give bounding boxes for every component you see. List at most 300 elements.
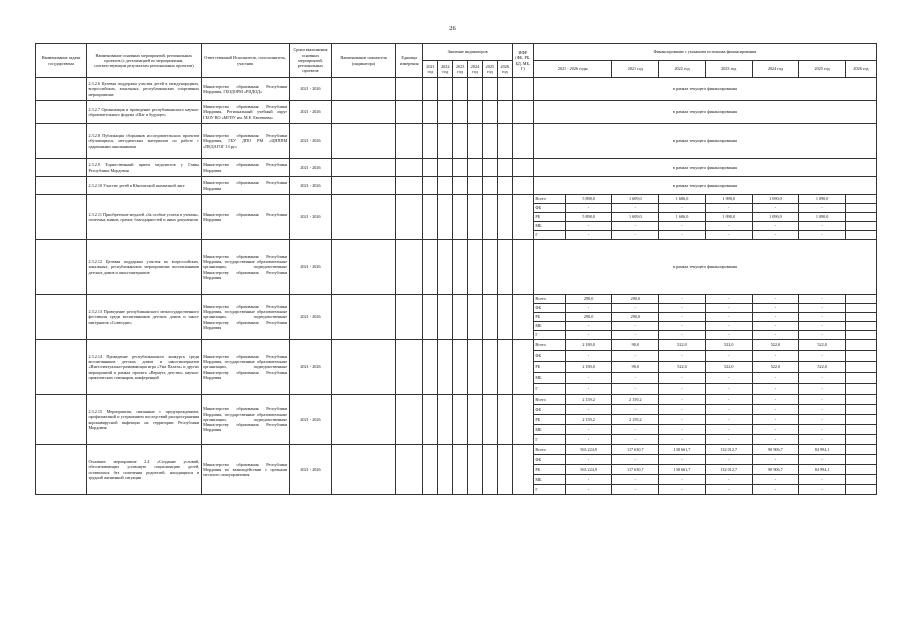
- fin-value: -: [565, 373, 612, 384]
- table-row: [36, 159, 877, 177]
- header-task: Наименование задачи государственн: [36, 44, 87, 78]
- funding-note: в рамках текущего финансирования: [533, 101, 876, 124]
- indicator-cell: [332, 78, 396, 101]
- value-cell: [482, 124, 497, 159]
- period-cell: 2021 - 2026: [289, 340, 331, 395]
- fin-value: -: [565, 204, 612, 213]
- year-header: 2026 год: [497, 61, 512, 78]
- kbk-cell: [512, 177, 533, 195]
- kbk-cell: [512, 124, 533, 159]
- fin-value: 522,0: [705, 362, 752, 373]
- fin-value: -: [752, 435, 799, 445]
- value-cell: [468, 78, 483, 101]
- fin-value: -: [752, 395, 799, 405]
- value-cell: [438, 101, 453, 124]
- responsible-cell: Министерство образования Республики Мордовия, государственные образовательные организации, подведомственные Министерству образования Республики Мордовия: [201, 240, 289, 295]
- fin-value-2026: [845, 222, 876, 231]
- responsible-cell: Министерство образования Республики Мордовия: [201, 177, 289, 195]
- fin-value: -: [659, 231, 706, 240]
- fin-value: -: [659, 455, 706, 465]
- fin-value-2026: [845, 465, 876, 475]
- measure-cell: 2.3.2.11 Приобретение медалей «За особые успехи в учении», почетных знаков, грамот, благодарностей и иных документов: [86, 195, 201, 240]
- responsible-cell: Министерство образования Республики Мордовия, государственные образовательные организации, подведомственные Министерству образования Республики Мордовия: [201, 295, 289, 340]
- fin-value: -: [799, 351, 846, 362]
- fin-value: -: [705, 455, 752, 465]
- fin-value: 522,0: [799, 340, 846, 351]
- indicator-cell: [332, 177, 396, 195]
- value-cell: [453, 101, 468, 124]
- fin-value-2026: [845, 340, 876, 351]
- fin-value: -: [659, 395, 706, 405]
- fin-value: -: [659, 435, 706, 445]
- unit-cell: [395, 395, 423, 445]
- indicator-cell: [332, 340, 396, 395]
- indicator-cell: [332, 295, 396, 340]
- fin-value: 84 994,1: [799, 465, 846, 475]
- year-header: 2025 год: [482, 61, 497, 78]
- fin-value: -: [565, 304, 612, 313]
- fin-value: -: [799, 384, 846, 395]
- fin-value: -: [752, 204, 799, 213]
- fin-value: 2 159,2: [565, 415, 612, 425]
- fin-value: -: [752, 222, 799, 231]
- funding-note: в рамках текущего финансирования: [533, 177, 876, 195]
- fin-value: -: [659, 475, 706, 485]
- fin-value: -: [565, 435, 612, 445]
- fin-value: -: [659, 405, 706, 415]
- fin-value: -: [612, 204, 659, 213]
- value-cell: [497, 340, 512, 395]
- fin-source: ФБ: [533, 455, 565, 465]
- measure-cell: 2.3.2.14 Проведение республиканского конкурса среди воспитанников детских домов и школ-интернатов «Интеллектуально-развивающая игра «Ума Палата» и других мероприятий в рамках проекта «Вернуть детство» научно-практических семинаров, конференций: [86, 340, 201, 395]
- fin-value: -: [799, 405, 846, 415]
- funding-note: в рамках текущего финансирования: [533, 124, 876, 159]
- fin-value: -: [705, 415, 752, 425]
- fin-value-2026: [845, 351, 876, 362]
- value-cell: [497, 101, 512, 124]
- fin-year-header: 2025 год: [799, 61, 846, 78]
- unit-cell: [395, 195, 423, 240]
- fin-value: 522,0: [659, 362, 706, 373]
- value-cell: [438, 295, 453, 340]
- fin-value: -: [659, 425, 706, 435]
- fin-value: -: [565, 485, 612, 495]
- fin-value: 90,0: [612, 340, 659, 351]
- fin-source: Всего: [533, 395, 565, 405]
- fin-value-2026: [845, 445, 876, 455]
- value-cell: [423, 78, 438, 101]
- value-cell: [453, 195, 468, 240]
- unit-cell: [395, 295, 423, 340]
- value-cell: [468, 159, 483, 177]
- unit-cell: [395, 124, 423, 159]
- value-cell: [497, 240, 512, 295]
- fin-value: 522,0: [752, 340, 799, 351]
- value-cell: [453, 124, 468, 159]
- fin-value: -: [612, 384, 659, 395]
- fin-value: -: [565, 384, 612, 395]
- fin-value: -: [705, 384, 752, 395]
- fin-value-2026: [845, 415, 876, 425]
- value-cell: [423, 159, 438, 177]
- fin-value: -: [705, 475, 752, 485]
- kbk-cell: [512, 295, 533, 340]
- value-cell: [468, 177, 483, 195]
- value-cell: [468, 240, 483, 295]
- fin-value: 138 661,7: [659, 465, 706, 475]
- value-cell: [423, 101, 438, 124]
- table-header: [36, 44, 877, 78]
- fin-value: 132 012,7: [705, 445, 752, 455]
- responsible-cell: Министерство образования Республики Мордовия, ГБОДОРМ «РЦДОД»: [201, 78, 289, 101]
- fin-source: МБ: [533, 373, 565, 384]
- value-cell: [453, 177, 468, 195]
- table-row: [36, 240, 877, 295]
- measure-cell: 2.3.2.9 Торжественный прием медалистов у Главы Республики Мордовия: [86, 159, 201, 177]
- fin-value: 5 898,0: [565, 195, 612, 204]
- value-cell: [438, 159, 453, 177]
- fin-value: 5 898,0: [565, 213, 612, 222]
- fin-value: -: [705, 322, 752, 331]
- fin-value-2026: [845, 231, 876, 240]
- kbk-cell: [512, 340, 533, 395]
- value-cell: [468, 445, 483, 495]
- fin-value-2026: [845, 213, 876, 222]
- fin-value: 563 224,9: [565, 445, 612, 455]
- fin-value: -: [799, 373, 846, 384]
- fin-value: 117 630,7: [612, 465, 659, 475]
- fin-value: -: [705, 222, 752, 231]
- fin-value: -: [659, 313, 706, 322]
- fin-value: 2 180,0: [565, 362, 612, 373]
- fin-value: 90,0: [612, 362, 659, 373]
- period-cell: 2021 - 2026: [289, 159, 331, 177]
- header-period: Сроки выполнения основных мероприятий, региональных проектов: [289, 44, 331, 78]
- value-cell: [497, 395, 512, 445]
- fin-value: -: [799, 231, 846, 240]
- fin-value: -: [752, 405, 799, 415]
- fin-value: -: [612, 435, 659, 445]
- responsible-cell: Министерство образования Республики Мордовия, государственные образовательные организации, подведомственные Министерству образования Республики Мордовия: [201, 340, 289, 395]
- fin-value-2026: [845, 395, 876, 405]
- task-cell: [36, 177, 87, 195]
- fin-value: 1 090,0: [752, 213, 799, 222]
- fin-value: 290,0: [612, 313, 659, 322]
- fin-value: -: [659, 304, 706, 313]
- kbk-cell: [512, 395, 533, 445]
- fin-value: -: [705, 304, 752, 313]
- unit-cell: [395, 177, 423, 195]
- value-cell: [482, 101, 497, 124]
- fin-value: -: [659, 415, 706, 425]
- table-row: [36, 445, 877, 455]
- fin-value: -: [799, 222, 846, 231]
- indicator-cell: [332, 124, 396, 159]
- fin-value: 2 159,2: [612, 395, 659, 405]
- fin-value: 2 159,2: [612, 415, 659, 425]
- fin-source: Г: [533, 331, 565, 340]
- table-row: [36, 195, 877, 204]
- header-unit: Единица измерения: [395, 44, 423, 78]
- fin-source: ФБ: [533, 405, 565, 415]
- measure-cell: 2.3.2.10 Участие детей в Юношеской шахматной лиге: [86, 177, 201, 195]
- fin-value: -: [799, 313, 846, 322]
- period-cell: 2021 - 2026: [289, 177, 331, 195]
- fin-value-2026: [845, 295, 876, 304]
- fin-value: -: [705, 373, 752, 384]
- year-header: 2024 год: [468, 61, 483, 78]
- fin-value: 2 180,0: [565, 340, 612, 351]
- fin-value: -: [752, 455, 799, 465]
- fin-value: -: [799, 455, 846, 465]
- unit-cell: [395, 240, 423, 295]
- measure-cell: 2.3.2.15 Мероприятия, связанные с предупреждением, профилактикой и устранением последствий распространения коронавирусной инфекции на территории Республики Мордовия: [86, 395, 201, 445]
- fin-value: -: [565, 222, 612, 231]
- indicator-cell: [332, 159, 396, 177]
- table-row: [36, 78, 877, 101]
- fin-value: -: [612, 304, 659, 313]
- kbk-cell: [512, 240, 533, 295]
- fin-value: -: [799, 322, 846, 331]
- value-cell: [482, 159, 497, 177]
- header-responsible: Ответственный Исполнитель, соисполнитель, участник: [201, 44, 289, 78]
- fin-value: -: [659, 222, 706, 231]
- fin-value-2026: [845, 405, 876, 415]
- fin-source: РБ: [533, 415, 565, 425]
- unit-cell: [395, 445, 423, 495]
- fin-source: РБ: [533, 313, 565, 322]
- fin-value-2026: [845, 313, 876, 322]
- task-cell: [36, 445, 87, 495]
- value-cell: [497, 78, 512, 101]
- value-cell: [468, 395, 483, 445]
- value-cell: [453, 395, 468, 445]
- fin-year-header: 2024 год: [752, 61, 799, 78]
- fin-value: -: [752, 304, 799, 313]
- value-cell: [423, 240, 438, 295]
- fin-value: -: [705, 395, 752, 405]
- fin-value-2026: [845, 373, 876, 384]
- value-cell: [438, 177, 453, 195]
- fin-value: -: [612, 331, 659, 340]
- value-cell: [482, 177, 497, 195]
- value-cell: [453, 159, 468, 177]
- program-table: [35, 43, 877, 495]
- table-row: [36, 340, 877, 351]
- fin-value-2026: [845, 331, 876, 340]
- fin-value: -: [799, 475, 846, 485]
- fin-source: РБ: [533, 213, 565, 222]
- fin-value: -: [799, 295, 846, 304]
- fin-year-header: 2021 год: [612, 61, 659, 78]
- fin-value: 1 090,0: [799, 195, 846, 204]
- fin-value: -: [659, 485, 706, 495]
- fin-value: -: [799, 395, 846, 405]
- value-cell: [497, 124, 512, 159]
- kbk-cell: [512, 445, 533, 495]
- value-cell: [453, 240, 468, 295]
- fin-year-header: 2026 год: [845, 61, 876, 78]
- value-cell: [482, 195, 497, 240]
- funding-note: в рамках текущего финансирования: [533, 240, 876, 295]
- fin-value: -: [612, 222, 659, 231]
- fin-value: -: [659, 351, 706, 362]
- value-cell: [423, 195, 438, 240]
- fin-source: Всего: [533, 445, 565, 455]
- fin-year-header: 2021 - 2026 годы: [533, 61, 612, 78]
- fin-value: -: [705, 313, 752, 322]
- value-cell: [482, 295, 497, 340]
- fin-value: -: [659, 384, 706, 395]
- funding-note: в рамках текущего финансирования: [533, 159, 876, 177]
- value-cell: [438, 124, 453, 159]
- year-header: 2022 год: [438, 61, 453, 78]
- fin-source: МБ: [533, 425, 565, 435]
- value-cell: [497, 177, 512, 195]
- fin-value: -: [612, 351, 659, 362]
- value-cell: [423, 124, 438, 159]
- fin-value: 522,0: [705, 340, 752, 351]
- fin-source: МБ: [533, 322, 565, 331]
- fin-value: 2 159,2: [565, 395, 612, 405]
- fin-value: -: [752, 313, 799, 322]
- fin-value: -: [705, 331, 752, 340]
- task-cell: [36, 195, 87, 240]
- fin-value: -: [612, 231, 659, 240]
- value-cell: [423, 445, 438, 495]
- indicator-cell: [332, 101, 396, 124]
- year-header: 2021 год: [423, 61, 438, 78]
- fin-value: 90 906,7: [752, 465, 799, 475]
- fin-source: Всего: [533, 195, 565, 204]
- header-indicators: Наименование показателя (индикатора): [332, 44, 396, 78]
- fin-value: -: [565, 475, 612, 485]
- value-cell: [438, 195, 453, 240]
- fin-value: 290,0: [612, 295, 659, 304]
- kbk-cell: [512, 101, 533, 124]
- header-finance: Финансирование с указанием источника финансирования: [533, 44, 876, 61]
- fin-value: 522,0: [752, 362, 799, 373]
- kbk-cell: [512, 195, 533, 240]
- fin-value: -: [705, 204, 752, 213]
- measure-cell: 2.3.2.7 Организация и проведение республиканского научно-образовательного форума «Шаг в будущее»: [86, 101, 201, 124]
- fin-value: -: [705, 435, 752, 445]
- fin-value-2026: [845, 304, 876, 313]
- fin-value: -: [799, 331, 846, 340]
- fin-value: -: [752, 351, 799, 362]
- fin-value: 1 606,0: [659, 195, 706, 204]
- task-cell: [36, 340, 87, 395]
- indicator-cell: [332, 240, 396, 295]
- fin-source: Г: [533, 231, 565, 240]
- fin-value: -: [705, 295, 752, 304]
- fin-value-2026: [845, 475, 876, 485]
- header-values: Значение индикаторов: [423, 44, 512, 61]
- task-cell: [36, 78, 87, 101]
- fin-value-2026: [845, 455, 876, 465]
- fin-value: -: [752, 373, 799, 384]
- table-row: [36, 101, 877, 124]
- fin-value: -: [799, 204, 846, 213]
- fin-value-2026: [845, 322, 876, 331]
- task-cell: [36, 159, 87, 177]
- period-cell: 2021 - 2026: [289, 445, 331, 495]
- fin-value: -: [705, 405, 752, 415]
- value-cell: [453, 78, 468, 101]
- period-cell: 2021 - 2026: [289, 195, 331, 240]
- fin-value-2026: [845, 425, 876, 435]
- kbk-cell: [512, 159, 533, 177]
- value-cell: [497, 295, 512, 340]
- indicator-cell: [332, 395, 396, 445]
- value-cell: [468, 195, 483, 240]
- indicator-cell: [332, 445, 396, 495]
- period-cell: 2021 - 2026: [289, 124, 331, 159]
- fin-source: Г: [533, 435, 565, 445]
- fin-source: Г: [533, 485, 565, 495]
- value-cell: [468, 295, 483, 340]
- period-cell: 2021 - 2026: [289, 295, 331, 340]
- unit-cell: [395, 101, 423, 124]
- fin-value: 1 090,0: [705, 213, 752, 222]
- period-cell: 2021 - 2026: [289, 395, 331, 445]
- fin-value: 90 906,7: [752, 445, 799, 455]
- fin-value: 84 994,1: [799, 445, 846, 455]
- fin-value: 522,0: [659, 340, 706, 351]
- year-header: 2023 год: [453, 61, 468, 78]
- page-number: 26: [449, 25, 456, 32]
- responsible-cell: Министерство образования Республики Мордовия во взаимодействии с органами местного самоуправления: [201, 445, 289, 495]
- fin-source: ФБ: [533, 304, 565, 313]
- fin-value: -: [799, 304, 846, 313]
- task-cell: [36, 101, 87, 124]
- fin-value: -: [752, 322, 799, 331]
- fin-value: -: [799, 485, 846, 495]
- fin-value: -: [565, 331, 612, 340]
- unit-cell: [395, 159, 423, 177]
- fin-value: -: [705, 231, 752, 240]
- fin-value: 1 090,0: [799, 213, 846, 222]
- responsible-cell: Министерство образования Республики Мордовия: [201, 159, 289, 177]
- fin-value: -: [705, 485, 752, 495]
- measure-cell: 2.3.2.8 Публикация сборников исследовательских проектов обучающихся, методических материалов по работе с одаренными школьниками: [86, 124, 201, 159]
- value-cell: [423, 395, 438, 445]
- value-cell: [482, 445, 497, 495]
- fin-source: МБ: [533, 222, 565, 231]
- indicator-cell: [332, 195, 396, 240]
- fin-value: -: [799, 425, 846, 435]
- fin-value: -: [659, 331, 706, 340]
- measure-cell: 2.3.2.13 Проведение республиканского межгосударственного фестиваля среди воспитанников детских домов и школ-интернатов «Созвездие»: [86, 295, 201, 340]
- fin-value: -: [659, 322, 706, 331]
- table-row: [36, 295, 877, 304]
- value-cell: [438, 340, 453, 395]
- header-kbk: ИФР (ФБ, РБ, БД, МБ, Г): [512, 44, 533, 78]
- fin-source: РБ: [533, 465, 565, 475]
- value-cell: [482, 395, 497, 445]
- fin-value: -: [565, 351, 612, 362]
- value-cell: [468, 101, 483, 124]
- fin-source: Всего: [533, 340, 565, 351]
- value-cell: [497, 159, 512, 177]
- fin-value: -: [612, 322, 659, 331]
- kbk-cell: [512, 78, 533, 101]
- fin-value: -: [752, 485, 799, 495]
- fin-value: 1 606,0: [659, 213, 706, 222]
- fin-value: -: [752, 384, 799, 395]
- fin-value: 563 224,9: [565, 465, 612, 475]
- period-cell: 2021 - 2026: [289, 240, 331, 295]
